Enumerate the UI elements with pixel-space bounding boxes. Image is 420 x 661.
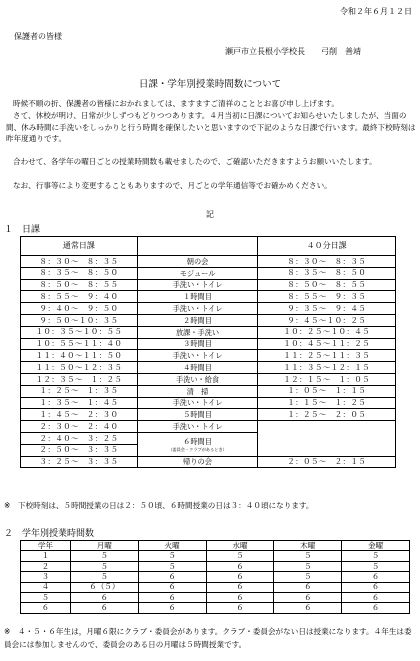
table-row [21,551,410,561]
col-normal-header: 通常日課 [21,237,138,256]
col-event-header [137,237,258,256]
table-row [21,561,410,571]
event-cell: モジュール [137,267,258,279]
body-paragraph-1: 時候不順の折、保護者の皆様におかれましては、ますますご清祥のこととお喜び申し上げます。 [13,99,339,108]
forty-min-time: １：２５～ ２：０５ [258,409,396,421]
event-cell: ３時間目 [137,338,258,350]
thursday-header: 木曜 [274,541,342,551]
forty-min-time: １：１５～ １：２５ [258,397,396,409]
grade-cell: １ [21,551,71,561]
normal-time: ２：４０～ ３：２５ [21,432,138,444]
tuesday-header: 火曜 [138,541,206,551]
event-cell: ２時間目 [137,314,258,326]
hours-cell: ６ [206,582,274,592]
hours-cell: ６ [138,592,206,602]
forty-min-empty [258,421,396,456]
body-paragraph-3: 合わせて、各学年の曜日ごとの授業時間数も載せましたので、ご確認いただきますようお願いいたします。 [13,157,377,166]
grade-cell: ５ [21,592,71,602]
sixth-period-cell [137,432,258,456]
forty-min-time: ９：４５～１０：２５ [258,314,396,326]
grade-header: 学年 [21,541,71,551]
normal-time: ８：３５～ ８：５０ [21,267,138,279]
forty-min-time: ８：５５～ ９：３５ [258,291,396,303]
sixth-period-label: ６時間目 [183,436,212,446]
forty-min-time: １：０５～ １：１５ [258,385,396,397]
grade-cell: ３ [21,572,71,582]
event-cell: ５時間目 [137,409,258,421]
event-cell: 手洗い・トイレ [137,303,258,315]
hours-cell: ５ [206,551,274,561]
schedule-table [20,236,396,468]
hours-cell: ５ [70,572,138,582]
table-row [21,421,396,433]
normal-time: １１：４０～１１：５０ [21,350,138,362]
body-paragraph-2: さて、休校が明け、日常が少しずつもどりつつあります。４月当初に日課についてお知らせいたしましたが、当面の間、休み時間に手洗いをしっかりと行う時間を確保したいと思いますので下記のような日課で行います。最終下校時刻は昨年度通りです。 [6,111,416,143]
forty-min-time: １１：３５～１２：１５ [258,362,396,374]
normal-time: ８：３０～ ８：３５ [21,256,138,268]
forty-min-time: １０：４５～１１：２５ [258,338,396,350]
forty-min-time: １２：１５～ １：０５ [258,373,396,385]
table-row [21,373,396,385]
monday-header: 月曜 [70,541,138,551]
grade-cell: ４ [21,582,71,592]
hours-cell: ５ [274,572,342,582]
normal-time: ３：２５～ ３：３５ [21,456,138,468]
normal-time: ８：５０～ ８：５５ [21,279,138,291]
hours-cell: ６ [342,603,410,613]
event-cell: 手洗い・トイレ [137,397,258,409]
hours-cell: ５ [342,561,410,571]
table-row [21,397,396,409]
table-row [21,314,396,326]
hours-cell: ６ [206,603,274,613]
table-row [21,256,396,268]
letter-date: 令和２年６月１２日 [340,7,412,16]
section1-heading: １ 日課 [4,225,41,235]
hours-cell: ６ [206,572,274,582]
event-cell: 朝の会 [137,256,258,268]
hours-cell: ５ [138,551,206,561]
club-committee-footnote: ※ ４・５・６年生は，月曜６限にクラブ・委員会があります。クラブ・委員会がない日は授業になります。４年生は委員会には参加しませんので、委員会のある日の月曜は５時間授業です。 [4,627,412,649]
hours-cell: ５ [138,561,206,571]
table-row [21,279,396,291]
hours-cell: ６ [274,582,342,592]
hours-cell: ６ [70,592,138,602]
hours-cell: ６ [138,572,206,582]
normal-time: ９：４０～ ９：５０ [21,303,138,315]
normal-time: １：４５～ ２：３０ [21,409,138,421]
hours-cell: ６ [138,603,206,613]
event-cell: 帰りの会 [137,456,258,468]
hours-cell: ５ [274,551,342,561]
event-cell: ４時間目 [137,362,258,374]
table-row [21,572,410,582]
hours-cell: ６ [206,592,274,602]
event-cell: １時間目 [137,291,258,303]
hours-cell: ５ [70,551,138,561]
table-row [21,385,396,397]
event-cell: 手洗い・トイレ [137,350,258,362]
col-40min-header: ４０分日課 [258,237,396,256]
event-cell: 手洗い・トイレ [137,421,258,433]
forty-min-time: ８：５０～ ８：５５ [258,279,396,291]
table-row [21,592,410,602]
event-cell: 放課・手洗い [137,326,258,338]
normal-time: １２：３５～ １：２５ [21,373,138,385]
hours-cell: ６（５） [70,582,138,592]
hours-table [20,540,410,614]
table-row [21,350,396,362]
table-row [21,326,396,338]
body-paragraph-4: なお、行事等により変更することもありますので、月ごとの学年通信等でお確かめください。 [13,181,332,190]
hours-cell: ５ [274,561,342,571]
ki-label: 記 [206,210,214,219]
normal-time: ２：５０～ ３：３５ [21,444,138,456]
grade-cell: ６ [21,603,71,613]
table-row [21,582,410,592]
schedule-header-row [21,237,396,256]
sixth-period-note: （委員会・クラブがあるとき） [168,446,227,452]
normal-time: １：３５～ １：４５ [21,397,138,409]
normal-time: １：２５～ １：３５ [21,385,138,397]
section2-heading: ２ 学年別授業時間数 [4,529,95,539]
hours-cell: ６ [206,561,274,571]
table-row [21,303,396,315]
normal-time: ９：５０～１０：３５ [21,314,138,326]
forty-min-time: １１：２５～１１：３５ [258,350,396,362]
forty-min-time: １０：２５～１０：４５ [258,326,396,338]
event-cell: 清 掃 [137,385,258,397]
table-row [21,456,396,468]
recipient: 保護者の皆様 [14,32,62,41]
grade-cell: ２ [21,561,71,571]
event-cell: 手洗い・トイレ [137,279,258,291]
normal-time: ８：５５～ ９：４０ [21,291,138,303]
normal-time: １１：５０～１２：３５ [21,362,138,374]
sender: 瀬戸市立長根小学校長 弓削 善靖 [225,47,361,56]
hours-cell: ６ [274,592,342,602]
table-row [21,362,396,374]
hours-cell: ５ [342,551,410,561]
normal-time: １０：５５～１１：４０ [21,338,138,350]
hours-cell: ６ [138,582,206,592]
table-row [21,603,410,613]
wednesday-header: 水曜 [206,541,274,551]
forty-min-time: ８：３０～ ８：３５ [258,256,396,268]
table-row [21,338,396,350]
friday-header: 金曜 [342,541,410,551]
normal-time: ２：３０～ ２：４０ [21,421,138,433]
forty-min-time: ９：３５～ ９：４５ [258,303,396,315]
hours-header-row [21,541,410,551]
forty-min-time: ８：３５～ ８：５０ [258,267,396,279]
normal-time: １０：３５～１０：５５ [21,326,138,338]
table-row [21,291,396,303]
dismissal-footnote: ※ 下校時刻は、５時間授業の日は２：５０頃、６時間授業の日は３：４０頃になります。 [4,501,314,510]
hours-cell: ６ [70,603,138,613]
table-row [21,267,396,279]
hours-cell: ５ [70,561,138,571]
document-title: 日課・学年別授業時間数について [138,79,282,90]
hours-cell: ６ [274,603,342,613]
event-cell: 手洗い・給食 [137,373,258,385]
hours-cell: ６ [342,592,410,602]
hours-cell: ６ [342,572,410,582]
hours-cell: ６ [342,582,410,592]
table-row [21,409,396,421]
forty-min-time: ２：０５～ ２：１５ [258,456,396,468]
